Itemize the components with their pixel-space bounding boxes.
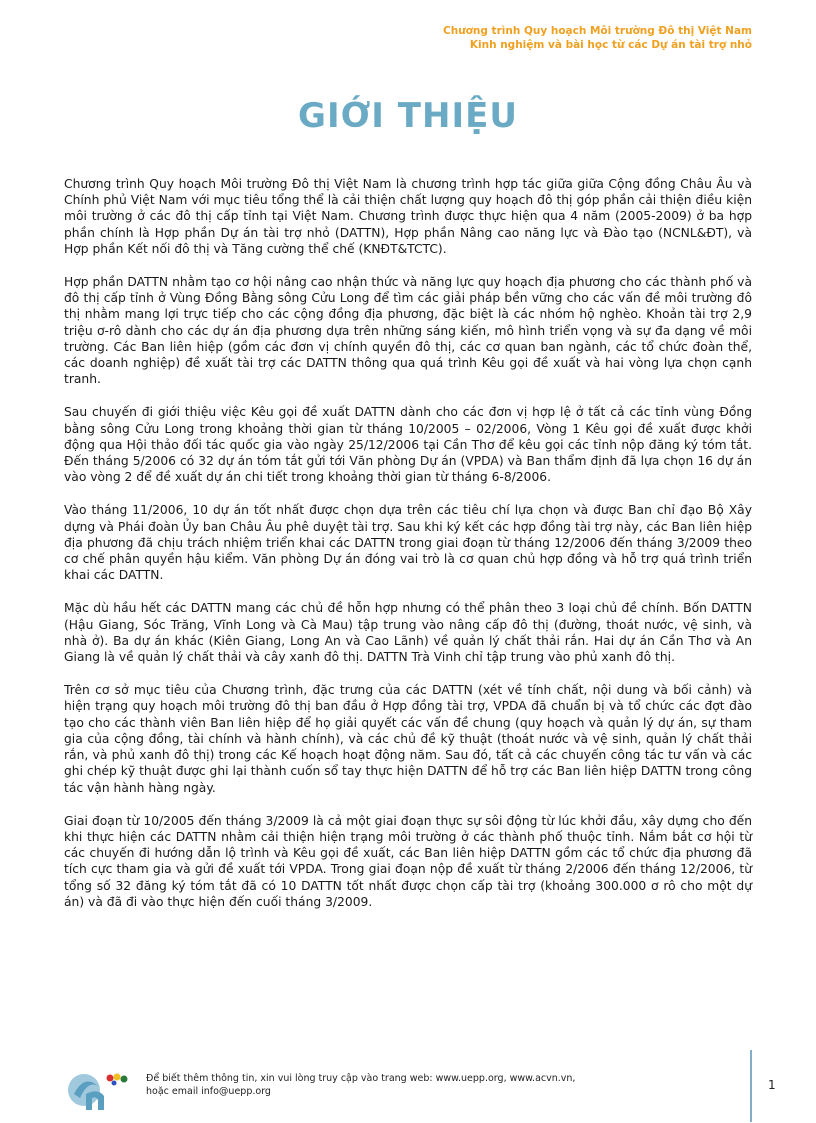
uepp-logo — [62, 1064, 142, 1112]
paragraph: Sau chuyến đi giới thiệu việc Kêu gọi đề xuất DATTN dành cho các đơn vị hợp lệ ở tất cả các tỉnh vùng Đồng bằng sông Cửu Long trong khoảng thời gian từ tháng 10/2005 – 02/2006, Vòng 1 Kêu gọi đề xuất được khởi động qua Hội thảo đối tác quốc gia vào ngày 25/12/2006 tại Cần Thơ để kêu gọi các tỉnh nộp đăng ký tóm tắt. Đến tháng 5/2006 có 32 dự án tóm tắt gửi tới Văn phòng Dự án (VPDA) và Ban thẩm định đã lựa chọn 16 dự án vào vòng 2 để đề xuất dự án chi tiết trong khoảng thời gian từ tháng 6-8/2006. — [64, 405, 752, 485]
page-title: GIỚI THIỆU — [298, 96, 518, 136]
paragraph: Giai đoạn từ 10/2005 đến tháng 3/2009 là cả một giai đoạn thực sự sôi động từ lúc khởi đầu, xây dựng cho đến khi thực hiện các DATTN nhằm cải thiện hiện trạng môi trường ở các thành phố thuộc tỉnh. Nắm bắt cơ hội từ các chuyến đi hướng dẫn lộ trình và Kêu gọi đề xuất, các Ban liên hiệp DATTN gồm các tổ chức địa phương đã tích cực tham gia và gửi đề xuất tới VPDA. Trong giai đoạn nộp đề xuất từ tháng 2/2006 đến tháng 12/2006, từ tổng số 32 đăng ký tóm tắt đã có 10 DATTN tốt nhất được chọn cấp tài trợ (khoảng 300.000 ơ rô cho một dự án) và đã đi vào thực hiện đến cuối tháng 3/2009. — [64, 813, 752, 909]
footer-email-line: hoặc email info@uepp.org — [146, 1086, 271, 1097]
footer-website-line: Để biết thêm thông tin, xin vui lòng truy cập vào trang web: www.uepp.org, www.acvn.vn, — [146, 1073, 576, 1084]
paragraph: Mặc dù hầu hết các DATTN mang các chủ đề hỗn hợp nhưng có thể phân theo 3 loại chủ đề chính. Bốn DATTN (Hậu Giang, Sóc Trăng, Vĩnh Long và Cà Mau) tập trung vào nâng cấp đô thị (đường, thoát nước, vệ sinh, và nhà ở). Ba dự án khác (Kiên Giang, Long An và Cao Lãnh) về quản lý chất thải rắn. Hai dự án Cần Thơ và An Giang là về quản lý chất thải và cây xanh đô thị. DATTN Trà Vinh chỉ tập trung vào phủ xanh đô thị. — [64, 601, 752, 665]
footer-divider — [750, 1050, 752, 1122]
paragraph: Chương trình Quy hoạch Môi trường Đô thị Việt Nam là chương trình hợp tác giữa giữa Cộng đồng Châu Âu và Chính phủ Việt Nam với mục tiêu tổng thể là cải thiện chất lượng quy hoạch đô thị góp phần cải thiện điều kiện môi trường ở các đô thị cấp tỉnh tại Việt Nam. Chương trình được thực hiện qua 4 năm (2005-2009) ở ba hợp phần chính là Hợp phần Dự án tài trợ nhỏ (DATTN), Hợp phần Nâng cao năng lực và Đào tạo (NCNL&ĐT), và Hợp phần Kết nối đô thị và Tăng cường thể chế (KNĐT&TCTC). — [64, 177, 752, 256]
page-number: 1 — [768, 1078, 776, 1092]
header-subtitle: Kinh nghiệm và bài học từ các Dự án tài trợ nhỏ — [469, 39, 752, 51]
body-text — [64, 176, 752, 927]
header-program-title: Chương trình Quy hoạch Môi trường Đô thị Việt Nam — [443, 25, 752, 37]
paragraph: Trên cơ sở mục tiêu của Chương trình, đặc trưng của các DATTN (xét về tính chất, nội dung và bối cảnh) và hiện trạng quy hoạch môi trường đô thị ban đầu ở Hợp đồng tài trợ, VPDA đã chuẩn bị và tổ chức các đợt đào tạo cho các thành viên Ban liên hiệp để họ giải quyết các vấn đề chung (quy hoạch và quản lý dự án, sự tham gia của cộng đồng, tài chính và hành chính), và các chủ đề kỹ thuật (thoát nước và vệ sinh, quản lý chất thải rắn, và phủ xanh đô thị) trong các Kế hoạch hoạt động năm. Sau đó, tất cả các chuyến công tác tư vấn và các ghi chép kỹ thuật được ghi lại thành cuốn sổ tay thực hiện DATTN để hỗ trợ các Ban liên hiệp DATTN trong công tác vận hành hàng ngày. — [64, 683, 752, 795]
paragraph: Hợp phần DATTN nhằm tạo cơ hội nâng cao nhận thức và năng lực quy hoạch địa phương cho các thành phố và đô thị cấp tỉnh ở Vùng Đồng Bằng sông Cửu Long để tìm các giải pháp bền vững cho các vấn đề môi trường đô thị nhằm mang lợi trực tiếp cho các cộng đồng địa phương, đặc biệt là các nhóm hộ nghèo. Khoản tài trợ 2,9 triệu ơ-rô dành cho các dự án địa phương dựa trên những sáng kiến, mô hình triển vọng và sự đa dạng về môi trường. Các Ban liên hiệp (gồm các đơn vị chính quyền đô thị, các cơ quan ban ngành, các tổ chức đoàn thể, các doanh nghiệp) đề xuất tài trợ các DATTN thông qua quá trình Kêu gọi đề xuất và hai vòng lựa chọn cạnh tranh. — [64, 275, 752, 387]
paragraph: Vào tháng 11/2006, 10 dự án tốt nhất được chọn dựa trên các tiêu chí lựa chọn và được Ban chỉ đạo Bộ Xây dựng và Phái đoàn Ủy ban Châu Âu phê duyệt tài trợ. Sau khi ký kết các hợp đồng tài trợ này, các Ban liên hiệp địa phương đã chịu trách nhiệm triển khai các DATTN trong giai đoạn từ tháng 12/2006 đến tháng 3/2009 theo cơ chế phân quyền hậu kiểm. Văn phòng Dự án đóng vai trò là cơ quan chủ hợp đồng và hỗ trợ quá trình triển khai các DATTN. — [64, 503, 752, 583]
uepp-logo-icon — [62, 1064, 142, 1112]
footer-contact — [146, 1072, 575, 1098]
running-header — [443, 24, 752, 52]
